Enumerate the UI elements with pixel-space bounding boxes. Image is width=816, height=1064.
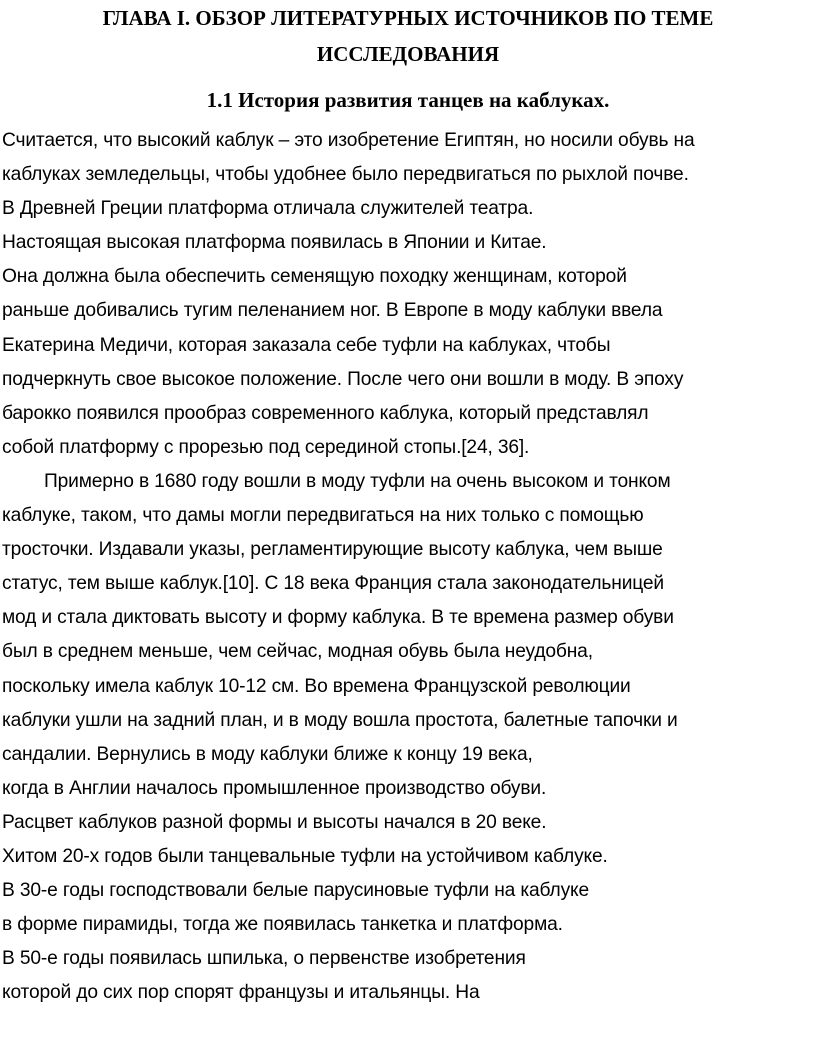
text-line: В 50-е годы появилась шпилька, о первенстве изобретения [2, 948, 526, 970]
text-line: Считается, что высокий каблук – это изобретение Египтян, но носили обувь на [2, 130, 695, 151]
text-line: Расцвет каблуков разной формы и высоты начался в 20 веке. [2, 811, 547, 833]
text-line: Хитом 20-х годов были танцевальные туфли на устойчивом каблуке. [2, 845, 608, 867]
chapter-title-line-2: ИССЛЕДОВАНИЯ [316, 42, 500, 66]
text-line: барокко появился прообраз современного каблука, который представлял [2, 402, 649, 424]
text-line: мод и стала диктовать высоту и форму каблука. В те времена размер обуви [2, 607, 674, 629]
text-line: Она должна была обеспечить семенящую походку женщинам, которой [2, 266, 627, 288]
text-line: раньше добивались тугим пеленанием ног. В Европе в моду каблуки ввела [2, 300, 663, 322]
section-title: 1.1 История развития танцев на каблуках. [206, 88, 610, 112]
text-line: Настоящая высокая платформа появилась в Японии и Китае. [2, 232, 547, 254]
text-line: тросточки. Издавали указы, регламентирующие высоту каблука, чем выше [2, 539, 663, 561]
text-line: сандалии. Вернулись в моду каблуки ближе к концу 19 века, [2, 743, 533, 765]
text-line: подчеркнуть свое высокое положение. После чего они вошли в моду. В эпоху [2, 368, 684, 390]
text-line: каблуки ушли на задний план, и в моду вошла простота, балетные тапочки и [2, 709, 678, 731]
text-line: был в среднем меньше, чем сейчас, модная обувь была неудобна, [2, 641, 593, 663]
body-text [2, 124, 816, 1010]
text-line: собой платформу с прорезью под серединой стопы.[24, 36]. [2, 436, 530, 458]
text-line-indented: Примерно в 1680 году вошли в моду туфли на очень высоком и тонком [44, 470, 671, 492]
text-line: поскольку имела каблук 10-12 см. Во времена Французской революции [2, 675, 631, 697]
text-line: В Древней Греции платформа отличала служителей театра. [2, 198, 534, 220]
text-line: В 30-е годы господствовали белые парусиновые туфли на каблуке [2, 880, 589, 902]
text-line: каблуке, таком, что дамы могли передвигаться на них только с помощью [2, 505, 644, 527]
text-line: когда в Англии началось промышленное производство обуви. [2, 777, 547, 799]
chapter-title-line-1: ГЛАВА I. ОБЗОР ЛИТЕРАТУРНЫХ ИСТОЧНИКОВ ПО ТЕМЕ [102, 6, 714, 30]
text-line: в форме пирамиды, тогда же появилась танкетка и платформа. [2, 914, 563, 936]
text-line: каблуках земледельцы, чтобы удобнее было передвигаться по рыхлой почве. [2, 164, 689, 186]
text-line: которой до сих пор спорят французы и итальянцы. На [2, 982, 480, 1004]
text-line: Екатерина Медичи, которая заказала себе туфли на каблуках, чтобы [2, 334, 611, 356]
text-line: статус, тем выше каблук.[10]. С 18 века Франция стала законодательницей [2, 573, 664, 595]
